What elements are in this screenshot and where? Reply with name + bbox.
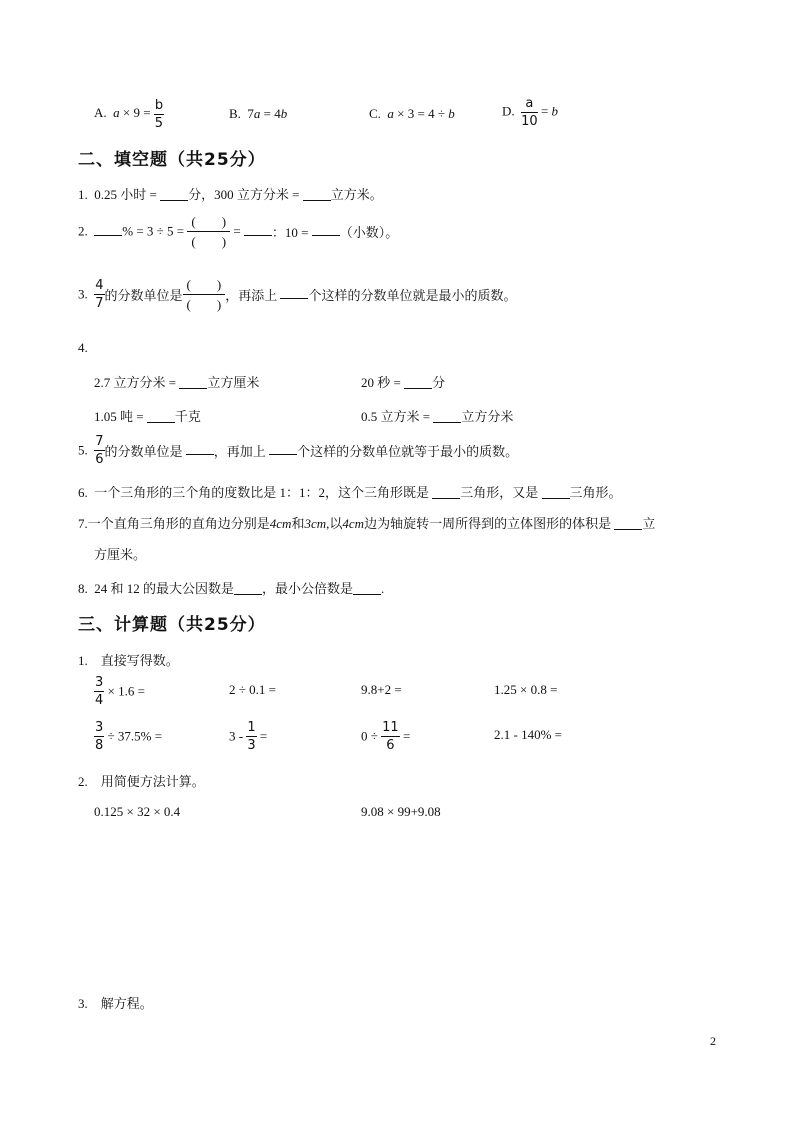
fraction-3-over-4: $\frac{3}{4}$ — [95, 675, 104, 708]
blank-fraction: ( ) ( ) — [183, 278, 226, 311]
fraction-7-over-6: $\frac{7}{6}$ — [95, 434, 104, 467]
section3-title: 三、计算题（共25分） — [78, 615, 266, 635]
calc-item-6: 3 - $\frac{1}{3}$ = — [229, 720, 268, 753]
choice-c: C. a × 3 = 4 ÷ b — [369, 106, 455, 121]
fill-q1: 1. 0.25 小时 = 分，300 立方分米 = 立方米。 — [78, 187, 383, 202]
calc-item-8: 2.1 - 140% = — [494, 727, 562, 742]
fill-q4-r2-right: 0.5 立方米 = 立方分米 — [361, 409, 514, 424]
fill-q4-r1-left: 2.7 立方分米 = 立方厘米 — [94, 375, 260, 390]
calc-item-5: $\frac{3}{8}$ ÷ 37.5% = — [95, 720, 163, 753]
fill-q3: 3. $\frac{4}{7}$ 的分数单位是 ( ) ( ) ，再添上 个这样的分数单位就是最小的质数。 — [78, 277, 517, 312]
fill-q4-number: 4. — [78, 340, 88, 355]
calc-q2-expr1: 0.125 × 32 × 0.4 — [94, 804, 181, 819]
choice-row — [94, 99, 164, 130]
choice-a: A. a × 9 = $\frac{b}{5}$ — [94, 98, 164, 131]
fill-q6: 6. 一个三角形的三个角的度数比是 1：1：2，这个三角形既是 三角形，又是 三角形。 — [78, 485, 622, 500]
calc-item-4: 1.25 × 0.8 = — [494, 682, 558, 697]
calc-item-2: 2 ÷ 0.1 = — [229, 682, 276, 697]
calc-q2-title: 2. 用简便方法计算。 — [78, 774, 205, 789]
fraction-1-over-3: $\frac{1}{3}$ — [247, 720, 256, 753]
page-number: 2 — [710, 1034, 716, 1048]
calc-item-1: $\frac{3}{4}$ × 1.6 = — [95, 675, 145, 708]
fill-q5: 5. $\frac{7}{6}$ 的分数单位是 ，再加上 个这样的分数单位就等于最小的质数。 — [78, 434, 519, 467]
fraction-b-over-5: $\frac{b}{5}$ — [154, 98, 164, 131]
choice-d: D. $\frac{a}{10}$ = b — [502, 96, 559, 129]
fill-q2: 2. % = 3 ÷ 5 = ( ) ( ) = ：10 = （小数）。 — [78, 214, 399, 249]
choice-b: B. 7a = 4b — [229, 106, 288, 121]
calc-q3-title: 3. 解方程。 — [78, 996, 153, 1011]
calc-q2-expr2: 9.08 × 99+9.08 — [361, 804, 441, 819]
fill-q4-r1-right: 20 秒 = 分 — [361, 375, 446, 390]
fill-q8: 8. 24 和 12 的最大公因数是 ，最小公倍数是 . — [78, 581, 385, 596]
fill-q4-r2-left: 1.05 吨 = 千克 — [94, 409, 201, 424]
fraction-4-over-7: $\frac{4}{7}$ — [95, 278, 104, 311]
fraction-11-over-6: $\frac{11}{6}$ — [382, 720, 399, 753]
blank-fraction: ( ) ( ) — [187, 215, 230, 248]
fraction-3-over-8: $\frac{3}{8}$ — [95, 720, 104, 753]
fill-q7-line1: 7.一个直角三角形的直角边分别是4cm和3cm,以4cm边为轴旋转一周所得到的立体图形的体积是 立 — [78, 516, 656, 531]
fraction-a-over-10: $\frac{a}{10}$ — [521, 96, 538, 129]
calc-item-7: 0 ÷ $\frac{11}{6}$ = — [361, 720, 411, 753]
calc-item-3: 9.8+2 = — [361, 682, 402, 697]
section2-title: 二、填空题（共25分） — [78, 150, 266, 170]
calc-q1-title: 1. 直接写得数。 — [78, 653, 179, 668]
fill-q7-line2: 方厘米。 — [94, 547, 147, 562]
